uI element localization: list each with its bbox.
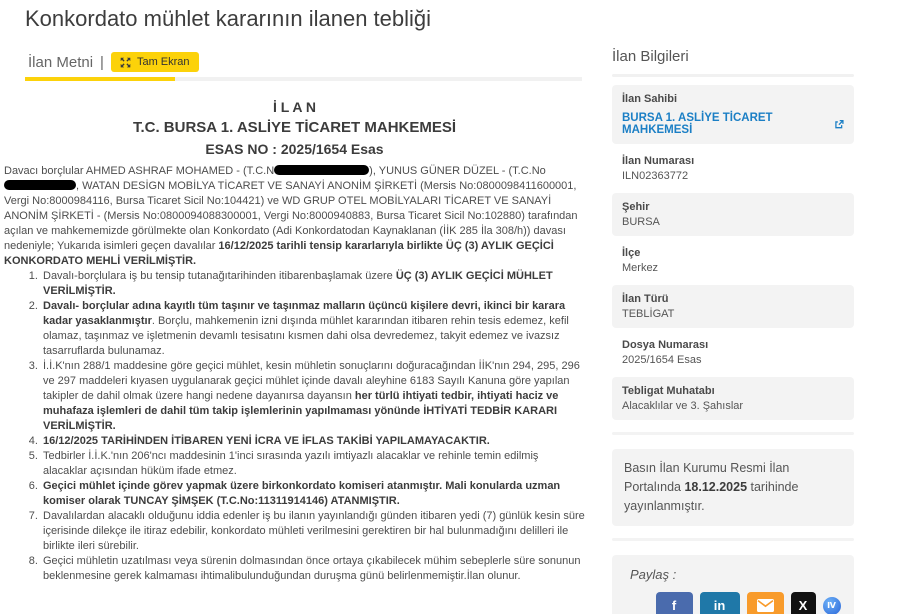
case-number-heading: ESAS NO : 2025/1654 Esas [205, 141, 384, 157]
tab-separator: | [100, 53, 104, 71]
page-title: Konkordato mühlet kararının ilanen tebliği [25, 6, 432, 31]
expand-icon [120, 57, 131, 68]
tab-bar [28, 52, 199, 72]
envelope-icon [757, 599, 774, 612]
sidebar [612, 48, 854, 614]
tab-underline-track [25, 77, 582, 81]
tab-ilan-metni[interactable]: İlan Metni [28, 53, 94, 71]
announcement-list-item [41, 554, 585, 584]
text-segment: Davalılardan alacaklı olduğunu iddia edenler iş bu ilanın yayınlandığı günden itibaren yedi (7) günlük kesin süre içerisinde dilekçe ile itiraz edebilir, konkordato mühleti verilmesini gerektiren bir hal bulunmadığını delilleri ile birlikte ileri sürebilir. [43, 510, 585, 552]
sidebar-field-ilan-turu [612, 285, 854, 328]
x-icon: X [798, 598, 808, 613]
share-label: Paylaş : [630, 567, 677, 582]
published-note [612, 449, 854, 526]
field-label: Dosya Numarası [622, 339, 709, 351]
announcement-list-item [41, 434, 585, 449]
redacted-text [4, 180, 76, 190]
external-link-icon [834, 119, 844, 130]
field-value: 2025/1654 Esas [622, 354, 702, 366]
text-segment: Tedbirler İ.İ.K.'nın 206'ncı maddesinin 1'inci sırasında yazılı imtiyazlı alacaklar ve rehinle temin edilmiş alacaklar açısından hüküm ifade etmez. [43, 450, 539, 477]
field-value: ILN02363772 [622, 170, 689, 182]
text-segment: . Borçlu, mahkemenin izni dışında mühlet kararından itibaren rehin tesis edemez, kefil olamaz, taşınmaz ve işletmenin devamlı tesisatını kısmen dahi olsa devredemez, takyit edemez ve ivazsız tasarruflarda bulunamaz. [43, 315, 569, 357]
announcement-list-item [41, 359, 585, 434]
redacted-text [274, 165, 369, 175]
field-value: BURSA [622, 216, 660, 228]
divider [612, 74, 854, 77]
text-segment: Davalı- borçlular adına kayıtlı tüm taşınır ve taşınmaz malların üçüncü kişilere devri, ikinci bir karara kadar yasaklanmıştır [43, 300, 566, 327]
text-segment: , WATAN DESİGN MOBİLYA TİCARET VE SANAYİ ANONİM ŞİRKETİ (Mersis No:0800098411600001, Vergi No:8000984116, Bursa Ticaret Sicil No:104421) ve WD GRUP OTEL MOBİLYALARI TİCARET VE SANAYİ ANONİM ŞİRKETİ - (Mersis No:0800094088300001, Vergi No:8000940883, Bursa Ticaret Sicil No:102880) tarafından açılan ve mahkememizde görülmekte olan Konkordato (Adi Konkordatodan Kaynaklanan (İİK 285 İla 308/h)) davası nedeniyle; Yukarıda isimleri geçen davalılar [4, 180, 578, 252]
linkedin-share-button[interactable] [700, 592, 740, 614]
sidebar-field-tebligat-muhatabi [612, 377, 854, 420]
announcement-list [4, 269, 585, 584]
active-tab-indicator [25, 77, 175, 81]
fullscreen-button[interactable] [111, 52, 199, 72]
text-segment: Geçici mühletin uzatılması veya sürenin dolmasından önce ortaya çıkabilecek mühim sebeplerle süre sonunun beklenmesine gerek kalmaması ihtimalibulunduğundan duruşma günü belirlenmemiştir.İlan olunur. [43, 555, 581, 582]
linkedin-icon: in [713, 598, 726, 613]
sidebar-fields [612, 85, 854, 420]
field-label: İlçe [622, 247, 641, 259]
field-label: İlan Numarası [622, 155, 695, 167]
field-value: TEBLİGAT [622, 308, 675, 320]
text-segment: Davalı-borçlulara iş bu tensip tutanağıtarihinden itibarenbaşlamak üzere [43, 270, 396, 282]
sidebar-title: İlan Bilgileri [612, 48, 689, 65]
announcement-list-item [41, 509, 585, 554]
text-segment: İ.İ.K'nın 288/1 maddesine göre geçici mühlet, kesin mühletin sonuçlarını doğuracağından İİK'nın 294, 295, 296 ve 297 maddeleri kıyasen uygulanarak geçici mühlet içinde davalı aleyhine 6183 Sayılı Kanuna göre yapılan takipler de dahil olmak üzere hangi nedene dayanırsa dayansın [43, 360, 580, 402]
email-share-button[interactable] [747, 592, 784, 614]
field-label: Şehir [622, 201, 650, 213]
field-value: Merkez [622, 262, 659, 274]
ilan-sahibi-link[interactable] [622, 112, 844, 136]
fullscreen-label: Tam Ekran [136, 56, 190, 68]
text-segment: ÜÇ (3) AYLIK GEÇİCİ MÜHLET VERİLMİŞTİR. [43, 270, 553, 297]
text-segment: her türlü ihtiyati tedbir, ihtiyati haciz ve muhafaza işlemleri de dahil tüm takip işlemlerinin yapılmaması yönünde İHTİYATİ TEDBİR KARARI VERİLMİŞTİR. [43, 390, 559, 432]
text-segment: ), YUNUS GÜNER DÜZEL - (T.C.No [369, 165, 546, 177]
announcement-intro [4, 164, 585, 269]
sidebar-field-ilan-numarasi [612, 147, 854, 190]
field-label: İlan Sahibi [622, 93, 678, 105]
facebook-icon: f [671, 598, 677, 613]
announcement-body [4, 98, 585, 584]
announcement-heading: İ L A N [272, 99, 317, 115]
field-label: İlan Türü [622, 293, 669, 305]
share-buttons [624, 592, 842, 614]
divider [612, 538, 854, 541]
announcement-list-item [41, 299, 585, 359]
more-share-button[interactable] [823, 597, 841, 614]
announcement-list-item [41, 479, 585, 509]
court-name-heading: T.C. BURSA 1. ASLİYE TİCARET MAHKEMESİ [132, 119, 457, 136]
field-value: Alacaklılar ve 3. Şahıslar [622, 400, 744, 412]
facebook-share-button[interactable] [656, 592, 693, 614]
sidebar-field-ilan-sahibi [612, 85, 854, 144]
announcement-list-item [41, 269, 585, 299]
text-segment: 16/12/2025 TARİHİNDEN İTİBAREN YENİ İCRA VE İFLAS TAKİBİ YAPILAMAYACAKTIR. [43, 435, 490, 447]
text-segment: Davacı borçlular AHMED ASHRAF MOHAMED - (T.C.N [4, 165, 275, 177]
text-segment: 16/12/2025 tarihli tensip kararlarıyla birlikte ÜÇ (3) AYLIK GEÇİCİ KONKORDATO MEHLİ VERİLMİŞTİR. [4, 240, 554, 267]
published-prefix: Basın İlan Kurumu Resmi İlan Portalında [624, 461, 790, 494]
sidebar-field-sehir [612, 193, 854, 236]
text-segment: Geçici mühlet içinde görev yapmak üzere birkonkordato komiseri atanmıştır. Mali konularda uzman komiser olarak TUNCAY ŞİMŞEK (T.C.No:11311914146) ATANMIŞTIR. [43, 480, 561, 507]
sidebar-field-dosya-numarasi [612, 331, 854, 374]
published-date: 18.12.2025 [684, 480, 748, 494]
published-suffix: tarihinde yayınlanmıştır. [624, 480, 799, 513]
share-box [612, 555, 854, 614]
announcement-list-item [41, 449, 585, 479]
field-value: BURSA 1. ASLİYE TİCARET MAHKEMESİ [622, 112, 773, 136]
x-share-button[interactable] [791, 592, 816, 614]
sidebar-field-ilce [612, 239, 854, 282]
field-label: Tebligat Muhatabı [622, 385, 715, 397]
more-share-icon: Ⅳ [827, 601, 836, 610]
divider [612, 432, 854, 435]
